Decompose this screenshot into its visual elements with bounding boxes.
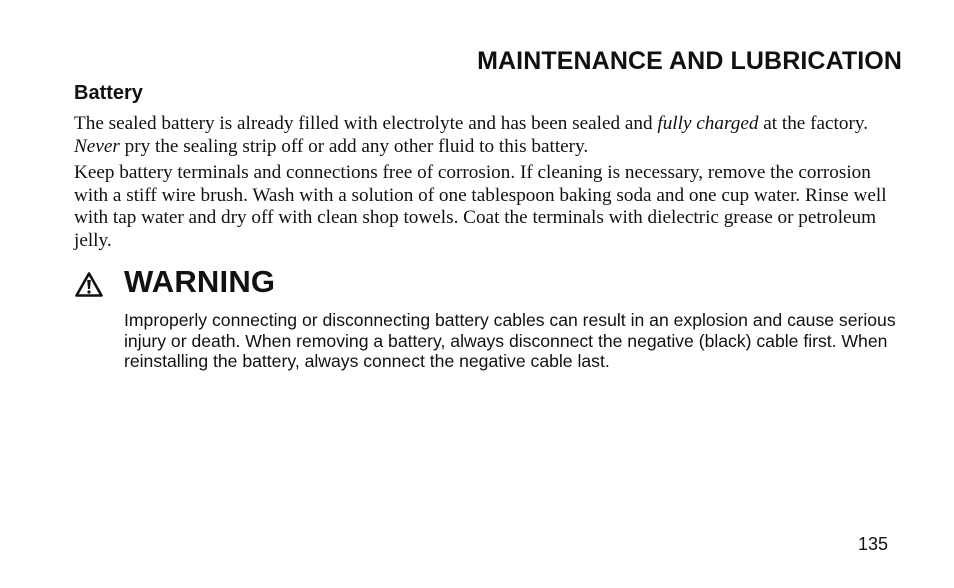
warning-body: Improperly connecting or disconnecting battery cables can result in an explosion and cause serious injury or death. When removing a battery, always disconnect the negative (black) cable first. When reinstalling the battery, always connect the negative cable last. xyxy=(124,310,896,371)
warning-title: WARNING xyxy=(124,264,276,299)
paragraph-1-text-c: pry the sealing strip off or add any other fluid to this battery. xyxy=(119,135,589,157)
warning-triangle-icon xyxy=(75,272,103,297)
paragraph-1-emphasis-fully-charged: fully charged xyxy=(657,113,759,134)
section-header: MAINTENANCE AND LUBRICATION xyxy=(477,47,902,75)
battery-paragraph-2: Keep battery terminals and connections free of corrosion. If cleaning is necessary, remove the corrosion with a stiff wire brush. Wash with a solution of one tablespoon baking soda and one cup water. Rinse well with tap water and dry off with clean shop towels. Coat the terminals with dielectric grease or petroleum jelly. xyxy=(74,162,887,251)
battery-heading: Battery xyxy=(74,82,143,104)
battery-paragraph-1 xyxy=(74,113,904,158)
paragraph-1-emphasis-never: Never xyxy=(74,135,120,157)
paragraph-1-text-b: at the factory. xyxy=(758,113,868,134)
page-number: 135 xyxy=(857,534,888,554)
paragraph-1-text-a: The sealed battery is already filled with electrolyte and has been sealed and xyxy=(74,113,658,134)
